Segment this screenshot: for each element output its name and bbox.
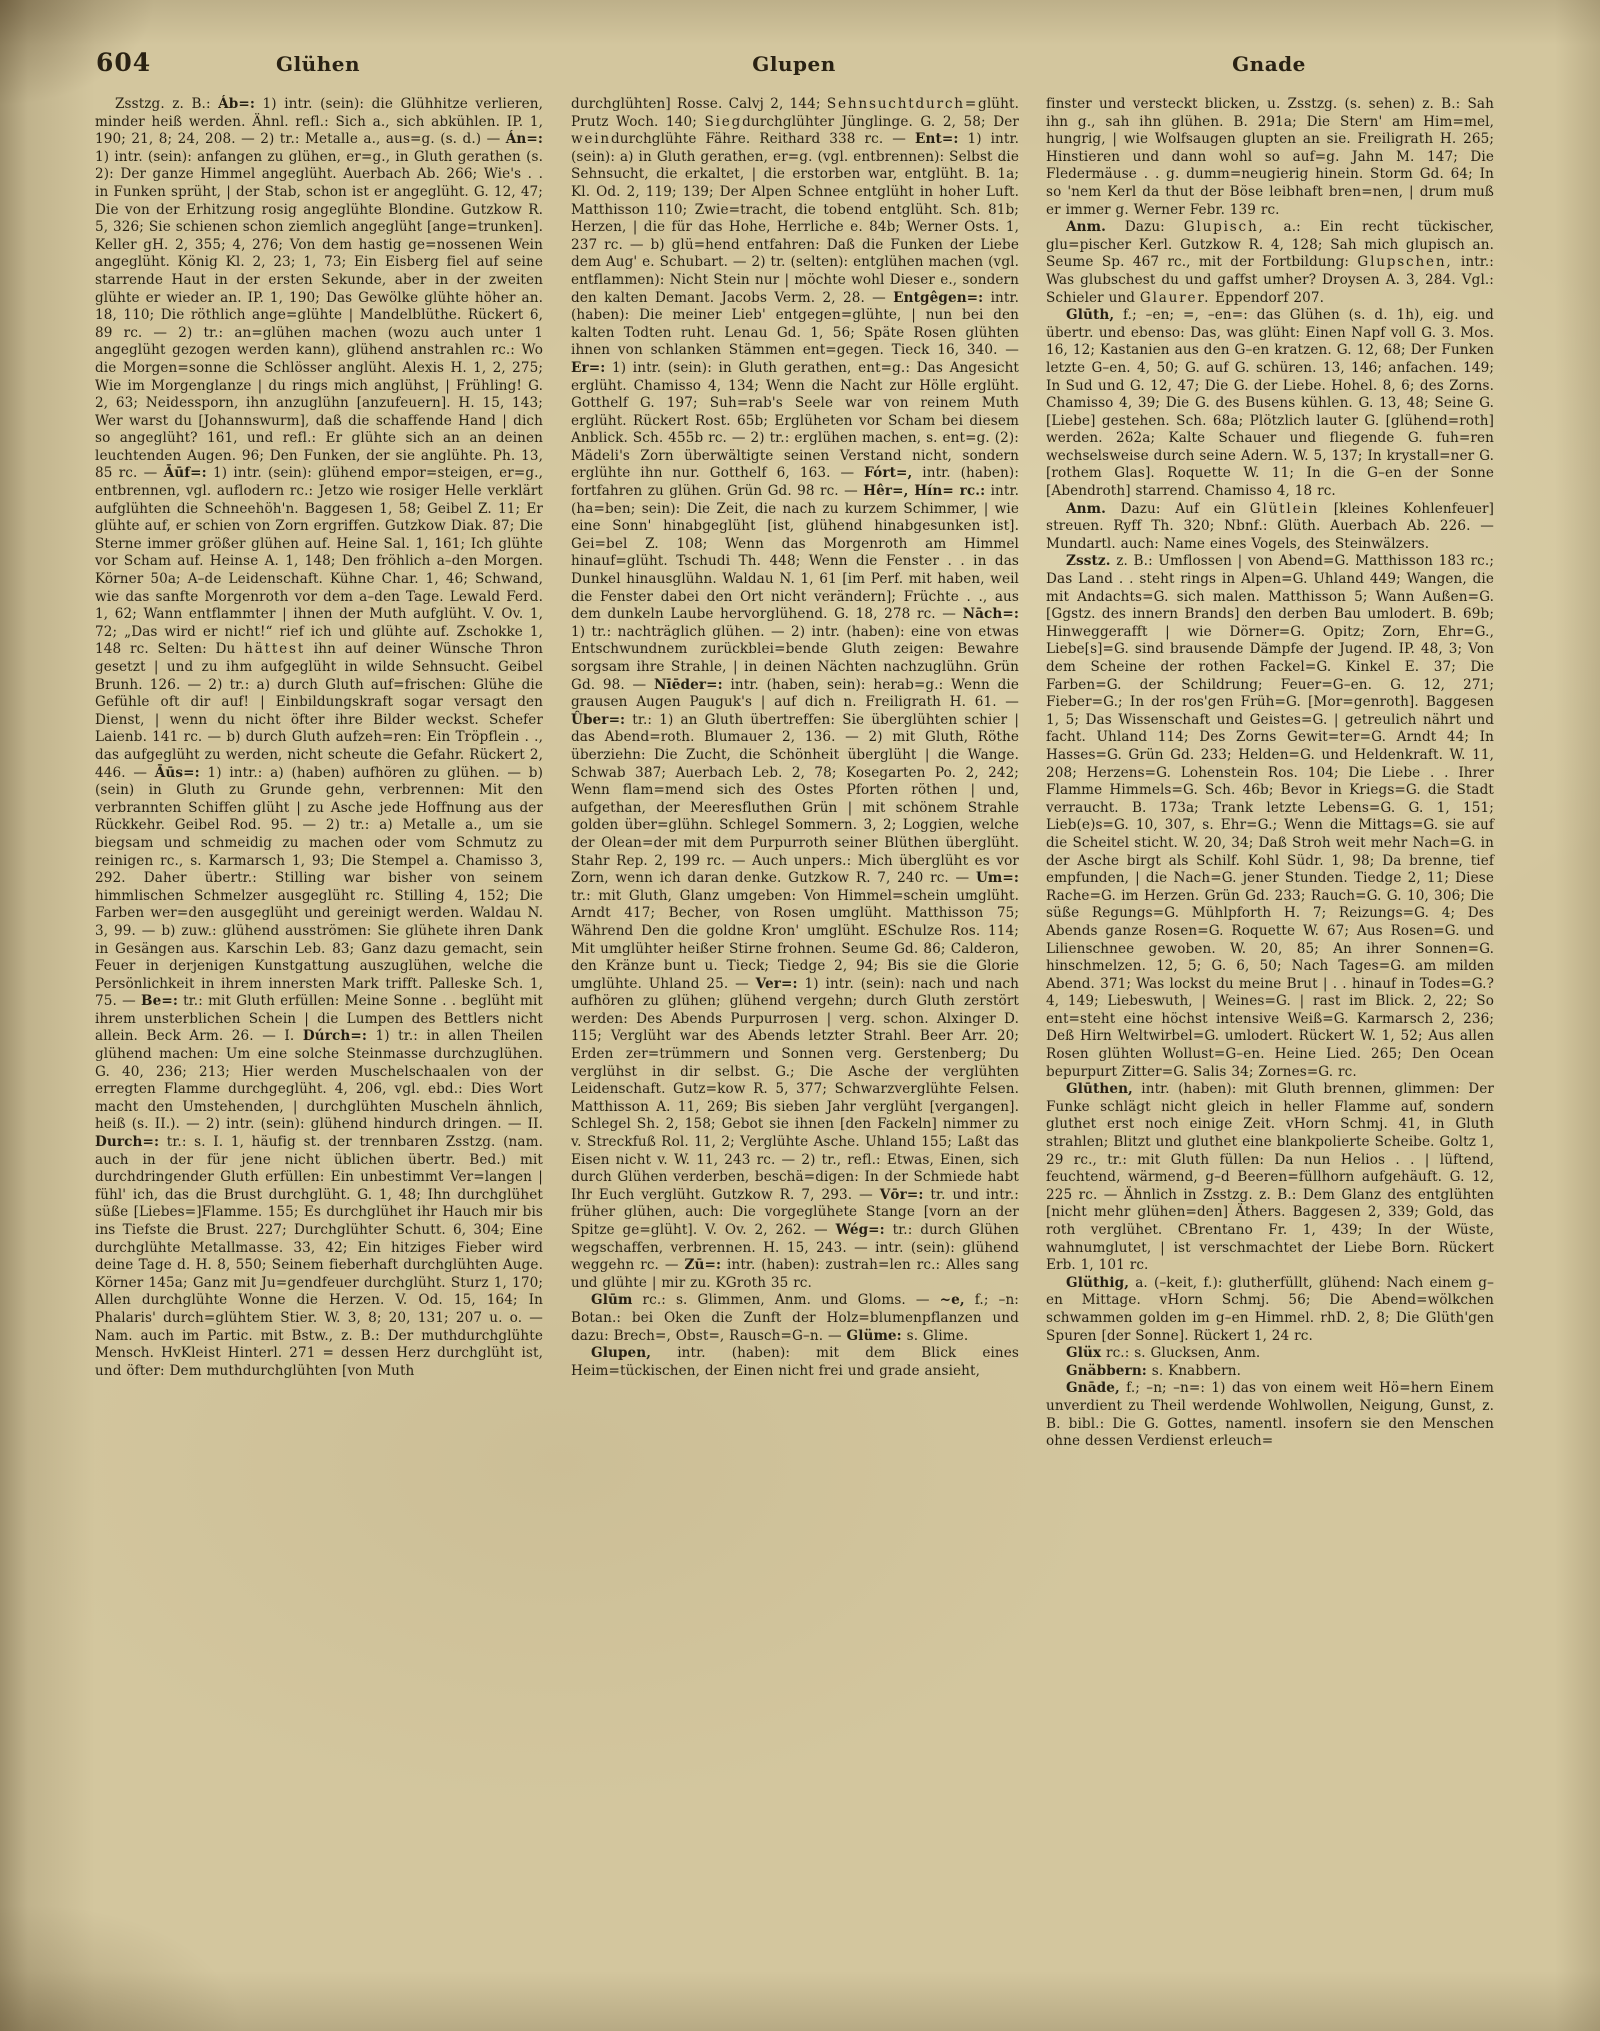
entry-headword: Gnäbbern:: [1066, 1362, 1147, 1379]
entry-text: Eppendorf 207.: [1210, 289, 1325, 306]
entry-text: intr. (ha=ben; sein): Die Zeit, die nach zu kurzem Schimmer, | wie eine Sonn' hinabgeglüht [ist, glühend hinabgesunken ist]. Gei=bel Z. 108; Wenn das Morgenroth am Himmel hinauf=glüht. Tschudi Th. 448; Wenn die Fenster . . in das Dunkel hinausglühn. Waldau N. 1, 61 [im Perf. mit haben, weil die Fenster dabei den Ort nicht verändern]; Früchte . ., aus dem dunkeln Laube hervorglühend. G. 18, 278 rc. —: [571, 483, 1020, 623]
entry-headword: Āūs=:: [154, 764, 200, 781]
entry-headword: Vōr=:: [879, 1186, 924, 1203]
text-column-3: [1046, 96, 1494, 1451]
text-column-2: [571, 96, 1019, 1380]
entry-text: 1) intr. (sein): glühend empor=steigen, er=g., entbrennen, vgl. auflodern rc.: Jetzo wie rosiger Helle verklärt aufglühten die Schneehöh'n. Baggesen 1, 58; Geibel Z. 11; Er glühte auf, er schien von Zorn ergriffen. Gutzkow Diak. 87; Die Sterne immer größer glühen auf. Heine Sal. 1, 161; Ich glühte vor Scham auf. Heinse A. 1, 148; Den fröhlich a–den Morgen. Körner 50a; A–de Leidenschaft. Kühne Char. 1, 46; Schwand, wie das sanfte Morgenroth vor dem a–den Tage. Lewald Ferd. 1, 62; Wann entflammter | ihnen der Muth aufglüht. V. Ov. 1, 72; „Das wird er nicht!“ rief ich und glühte auf. Zschokke 1, 148 rc. Selten: Du: [95, 465, 543, 658]
paragraph: [571, 96, 1019, 1292]
paragraph: [1046, 553, 1494, 1081]
entry-text: rc.: s. Glucksen, Anm.: [1101, 1345, 1261, 1362]
entry-text: intr. (haben): Die meiner Lieb' entgegen=glühte, | nun bei den kalten Todten ruht. Lenau Gd. 1, 56; Späte Rosen glühten ihnen von schlanken Stämmen ent=gegen. Tieck 16, 340. —: [571, 289, 1019, 359]
entry-text: 1) tr.: in allen Theilen glühend machen: Um eine solche Steinmasse durchzuglühen. G. 40, 236; 213; Hier werden Muschelschaalen von der erregten Flamme durchgeglüht. 4, 206, vgl. ebd.: Dies Wort macht den Umstehenden, | durchglühten Muscheln ähnlich, heiß (s. II.). — 2) intr. (sein): glühend hindurch dringen. — II.: [95, 1028, 543, 1133]
text-column-1: [95, 96, 543, 1380]
entry-headword: Nīēder=:: [653, 676, 723, 693]
running-head-center: Glupen: [752, 52, 836, 76]
entry-headword: Glūthen,: [1066, 1081, 1133, 1098]
running-head-left: Glühen: [275, 52, 361, 76]
entry-text: intr. (haben): mit Gluth brennen, glimmen: Der Funke schlägt nicht gleich in heller Flamme auf, sondern gluthet erst noch einige Zeit. vHorn Schmj. 41, in Gluth strahlen; Blitzt und gluthet eine blankpolierte Scheibe. Goltz 1, 29 rc., tr.: mit Gluth füllen: Da nun Helios . . | lüftend, feuchtend, wärmend, g–d Beeren=füllhorn aufgehäuft. G. 12, 225 rc. — Ähnlich in Zsstzg. z. B.: Dem Glanz des entglühten [nicht mehr glühen=den] Äthers. Baggesen 2, 339; Gold, das roth verglühet. CBrentano Fr. 1, 439; In der Wüste, wahnumglutet, | ist verschmachtet der Liebe Born. Rückert Erb. 1, 101 rc.: [1046, 1081, 1494, 1274]
entry-text: a. (–keit, f.): glutherfüllt, glühend: Nach einem g–en Mittage. vHorn Schmj. 56; Die Abend=wölkchen schwammen golden im g–en Himmel. rhD. 2, 8; Die Glüth'gen Spuren [der Sonne]. Rückert 1, 24 rc.: [1046, 1274, 1494, 1344]
entry-text: Glaurer.: [1139, 289, 1211, 306]
paragraph: [571, 1292, 1019, 1345]
entry-headword: Anm.: [1066, 219, 1106, 236]
entry-headword: Áb=:: [218, 96, 256, 112]
entry-text: finster und versteckt blicken, u. Zsstzg. (s. sehen) z. B.: Sah ihn g., sah ihn glühen. B. 291a; Die Stern' am Him=mel, hungrig, | wie Wolfsaugen glupten an sie. Freiligrath H. 265; Hinstieren und dann wohl so auf=g. Jahn M. 147; Die Fledermäuse . . g. dumm=neugierig hinein. Storm Gd. 64; In so 'nem Kerl da thut der Böse leibhaft bren=nen, | drum muß er immer g. Werner Febr. 139 rc.: [1046, 96, 1494, 218]
entry-text: tr.: 1) an Gluth übertreffen: Sie überglühten schier | das Abend=roth. Blumauer 2, 136. — 2) mit Gluth, Röthe überziehn: Die Zucht, die Schönheit überglüht | die Wange. Schwab 387; Auerbach Leb. 2, 78; Kosegarten Po. 2, 242; Wenn flam=mend sich des Ostes Pforten röthen | und, aufgethan, der Meeresfluthen Grün | mit schönem Strahle golden über=glühn. Schlegel Sommern. 3, 2; Loggien, welche der Olean=der mit dem Purpurroth seiner Blüthen überglüht. Stahr Rep. 2, 199 rc. — Auch unpers.: Mich überglüht es vor Zorn, wenn ich daran denke. Gutzkow R. 7, 240 rc. —: [571, 711, 1019, 887]
page-number: 604: [96, 48, 152, 77]
entry-text: intr.: Was glubschest du und gaffst umher? Droysen A. 3, 284. Vgl.: Schieler und: [1046, 254, 1494, 306]
entry-text: s. Knabbern.: [1146, 1362, 1242, 1379]
entry-text: Glupisch,: [1183, 219, 1265, 236]
paragraph: [1046, 1345, 1494, 1363]
entry-text: durchglühte Fähre. Reithard 338 rc. —: [610, 131, 915, 148]
entry-headword: Zsstz.: [1066, 553, 1111, 570]
entry-headword: Anm.: [1066, 500, 1106, 517]
paragraph: [1046, 96, 1494, 219]
entry-text: Dazu: Auf ein: [1105, 500, 1250, 517]
paragraph: [1046, 1081, 1494, 1275]
entry-text: tr.: durch Glühen wegschaffen, verbrennen. H. 15, 243. — intr. (sein): glühend weggehn rc. —: [571, 1222, 1019, 1274]
entry-text: Dazu:: [1105, 219, 1184, 236]
paragraph: [1046, 1380, 1494, 1450]
entry-headword: Fórt=,: [864, 465, 913, 482]
entry-headword: Be=:: [140, 993, 178, 1010]
entry-text: hättest: [244, 641, 306, 658]
entry-headword: Án=:: [505, 131, 543, 148]
entry-text: rc.: s. Glimmen, Anm. und Gloms. —: [632, 1292, 940, 1309]
paragraph: [1046, 219, 1494, 307]
entry-text: durchglühten] Rosse. Calvj 2, 144;: [571, 96, 827, 112]
entry-text: Zsstzg. z. B.:: [115, 96, 219, 112]
running-head-right: Gnade: [1232, 52, 1306, 76]
entry-headword: Entgêgen=:: [893, 289, 984, 306]
paragraph: [95, 96, 543, 1380]
entry-headword: Dúrch=:: [302, 1028, 367, 1045]
paragraph: [1046, 501, 1494, 554]
entry-text: tr.: mit Gluth erfüllen: Meine Sonne . . beglüht mit ihrem unsterblichen Schein | die Lumpen des Bettlers nicht allein. Beck Arm. 26. — I.: [95, 993, 543, 1045]
entry-headword: Glüthig,: [1066, 1274, 1130, 1291]
entry-headword: Ver=:: [755, 975, 798, 992]
entry-headword: ~e,: [939, 1292, 965, 1309]
entry-headword: Hêr=, Hín= rc.:: [863, 483, 986, 500]
paragraph: [1046, 1275, 1494, 1345]
entry-text: Glütlein: [1249, 500, 1320, 517]
entry-headword: Glupen,: [591, 1345, 652, 1362]
entry-headword: Zū=:: [684, 1257, 722, 1274]
entry-headword: Um=:: [975, 870, 1019, 887]
entry-text: 1) intr.: a) (haben) aufhören zu glühen. — b) (sein) in Gluth zu Grunde gehn, verbrennen: Mit den verbrannten Schiffen glüht | zu Asche jede Hoffnung aus der Rückkehr. Geibel Rod. 95. — 2) tr.: a) Metalle a., um sie biegsam und schmeidig zu machen oder vom Schmutz zu reinigen rc., s. Karmarsch 1, 93; Die Stempel a. Chamisso 3, 292. Daher übertr.: Stilling war bisher von seinem himmlischen Schmelzer ausgeglüht rc. Stilling 4, 152; Die Farben wer=den ausgeglüht und gereinigt werden. Waldau N. 3, 99. — b) zuw.: glühend ausströmen: Sie glühete ihren Dank in Gesängen aus. Karschin Leb. 83; Ganz dazu gemacht, sein Feuer in derjenigen Kunstgattung auszuglühen, welche die Persönlichkeit in ihrem innersten Mark trifft. Palleske Sch. 1, 75. —: [95, 764, 543, 1010]
paragraph: [571, 1345, 1019, 1380]
entry-headword: Wég=:: [835, 1222, 885, 1238]
entry-headword: Ent=:: [915, 131, 959, 148]
paragraph: [1046, 1363, 1494, 1381]
entry-text: intr. (haben): fortfahren zu glühen. Grün Gd. 98 rc. —: [571, 465, 1019, 500]
entry-headword: Er=:: [571, 359, 606, 376]
entry-headword: Glüme:: [846, 1327, 902, 1344]
entry-text: intr. (haben): zustrah=len rc.: Alles sang und glühte | mir zu. KGroth 35 rc.: [571, 1257, 1019, 1291]
entry-text: 1) intr. (sein): a) in Gluth gerathen, er=g. (vgl. entbrennen): Selbst die Sehnsucht, die erkaltet, | die erstorben war, entglüht. B. 1a; Kl. Od. 2, 119; 139; Der Alpen Schnee entglüht in hoher Luft. Matthisson 110; Zwie=tracht, die tobend entglüht. Sch. 81b; Herzen, | die für das Hohe, Herrliche e. 84b; Werner Osts. 1, 237 rc. — b) glü=hend entfahren: Daß die Funken der Liebe dem Aug' e. Schubart. — 2) tr. (selten): entglühen machen (vgl. entflammen): Nicht Stein nur | möchte wohl Dieser e., sondern den kalten Demant. Jacobs Verm. 2, 28. —: [571, 131, 1020, 306]
entry-text: intr. (haben): mit dem Blick eines Heim=tückischen, der Einen nicht frei und grade ansieht,: [571, 1345, 1019, 1379]
entry-headword: Nāch=:: [962, 606, 1019, 623]
entry-text: intr. (haben, sein): herab=g.: Wenn die grausen Augen Pauguk's | auf dich n. Freiligrath H. 61. —: [571, 676, 1019, 711]
entry-headword: Glüx: [1066, 1345, 1102, 1362]
entry-text: 1) tr.: nachträglich glühen. — 2) intr. (haben): eine von etwas Entschwundnem zurückblei=bende Gluth zeigen: Bewahre sorgsam ihre Strahle, | in deinen Nächten nachzuglühn. Grün Gd. 98. —: [571, 623, 1019, 693]
entry-headword: Durch=:: [95, 1134, 160, 1151]
entry-headword: Gnāde,: [1066, 1380, 1120, 1397]
entry-text: Sieg: [704, 113, 743, 130]
entry-text: tr.: s. I. 1, häufig st. der trennbaren Zsstzg. (nam. auch in der für jene nicht üblichen übertr. Bed.) mit durchdringender Gluth erfüllen: Ein unbestimmt Ver=langen | fühl' ich, das die Brust durchglüht. G. 1, 48; Ihn durchglühet süße [Liebes=]Flamme. 155; Es durchglühet ihr Hauch mir bis ins Tiefste die Brust. 227; Durchglühter Schutt. 6, 304; Eine durchglühte Metallmasse. 33, 42; Ein hitziges Fieber wird deine Tage d. H. 8, 550; Seinem fieberhaft durchglühten Auge. Körner 145a; Ganz mit Ju=gendfeuer durchglüht. Sturz 1, 170; Allen durchglühte Wonne die Herzen. V. Od. 15, 164; In Phalaris' durch=glühtem Stier. W. 3, 8; 20, 131; 207 u. o. — Nam. auch im Partic. mit Bstw., z. B.: Der muthdurchglühte Mensch. HvKleist Hinterl. 271 = dessen Herz durchglüht ist, und öfter: Dem muthdurchglühten [von Muth: [95, 1134, 543, 1379]
entry-text: a.: Ein recht tückischer, glu=pischer Kerl. Gutzkow R. 4, 128; Sah mich glupisch an. Seume Sp. 467 rc., mit der Fortbildung:: [1046, 219, 1494, 271]
entry-headword: Glūm: [591, 1292, 633, 1309]
entry-text: f.; –n: Botan.: bei Oken die Zunft der Holz=blumenpflanzen und dazu: Brech=, Obst=, Rausch=G–n. —: [571, 1292, 1019, 1344]
entry-headword: Āūf=:: [163, 465, 207, 482]
entry-text: f.; –en; =, –en=: das Glühen (s. d. 1h), eig. und übertr. und ebenso: Das, was glüht: Einen Napf voll G. 3. Mos. 16, 12; Kastanien aus den G–en kratzen. G. 12, 68; Der Funken letzte G–en. 4, 50; G. auf G. schüren. 13, 146; anfachen. 149; In Sud und G. 12, 47; Die G. der Liebe. Hohel. 8, 6; des Zorns. Chamisso 4, 39; Die G. des Busens kühlen. G. 13, 48; Seine G. [Liebe] gestehen. Sch. 68a; Plötzlich lauter G. [glühend=roth] werden. 262a; Kalte Schauer und fliegende G. fuh=ren wechselsweise durch seine Adern. W. 5, 137; In krystall=ner G. [rothem Glas]. Roquette W. 11; In die G–en der Sonne [Abendroth] starrend. Chamisso 4, 18 rc.: [1046, 307, 1494, 500]
entry-text: wein: [571, 131, 611, 148]
entry-text: 1) intr. (sein): die Glühhitze verlieren, minder heiß werden. Ähnl. refl.: Sich a., sich abkühlen. IP. 1, 190; 21, 8; 24, 208. — 2) tr.: Metalle a., aus=g. (s. d.) —: [95, 96, 543, 148]
entry-text: Sehnsuchtdurch=: [826, 96, 979, 112]
entry-text: durchglühter Jünglinge. G. 2, 58; Der: [742, 113, 1020, 130]
entry-text: Glupschen,: [1357, 254, 1453, 271]
entry-text: z. B.: Umflossen | von Abend=G. Matthisson 183 rc.; Das Land . . steht rings in Alpen=G. Uhland 449; Wangen, die mit Andachts=G. sich malen. Matthisson 5; Wann Außen=G. [Ggstz. des innern Brands] den derben Bau umlodert. B. 69b; Hinweggerafft | wie Dörner=G. Opitz; Zorn, Ehr=G., Liebe[s]=G. sind brausende Dämpfe der Jugend. IP. 48, 3; Von dem Scheine der rothen Fackel=G. Kinkel E. 37; Die Farben=G. der Schildrung; Feuer=G–en. G. 12, 271; Fieber=G.; In der ros'gen Früh=G. [Mor=genroth]. Baggesen 1, 5; Das Wissenschaft und Geistes=G. | getreulich nährt und facht. Uhland 114; Des Zorns Gewit=ter=G. Arndt 44; In Hasses=G. Grün Gd. 233; Helden=G. und Heldenkraft. W. 11, 208; Herzens=G. Lohenstein Ros. 104; Die Liebe . . Ihrer Flamme Himmels=G. Sch. 46b; Bevor in Kriegs=G. die Stadt verraucht. B. 173a; Trank letzte Lebens=G. G. 1, 151; Lieb(e)s=G. 10, 307, s. Ehr=G.; Wenn die Mittags=G. sie auf die Scheitel sticht. W. 20, 34; Daß Stroh weit mehr Nach=G. in der Asche birgt als Schilf. Kohl Südr. 1, 98; Da brenne, tief empfunden, | die Nach=G. jener Stunden. Tiedge 2, 11; Diese Rache=G. im Herzen. Grün Gd. 233; Rauch=G. G. 10, 306; Die süße Regungs=G. Mühlpforth H. 7; Reizungs=G. 4; Des Abends ganze Rosen=G. Roquette W. 67; Aus Rosen=G. und Lilienschnee gewoben. W. 20, 85; An ihrer Sonnen=G. hinschmelzen. 12, 5; G. 6, 50; Nach Tages=G. am milden Abend. 371; Was lockst du meine Brut | . . hinauf in Todes=G.? 4, 149; Liebeswuth, | Weines=G. | rast im Blick. 2, 22; So ent=steht eine höchst intensive Weiß=G. Karmarsch 2, 236; Deß Hirn Weltwirbel=G. umlodert. Rückert W. 1, 52; Aus allen Rosen glühten Wollust=G–en. Heine Lied. 265; Den Ocean bepurpurt Zitter=G. Salis 34; Zornes=G. rc.: [1046, 553, 1494, 1080]
entry-text: 1) intr. (sein): nach und nach aufhören zu glühen; glühend vergehn; durch Gluth zerstört werden: Des Abends Purpurrosen | verg. schon. Alxinger D. 115; Verglüht war des Abends letzter Strahl. Beer Arr. 20; Erden zer=trümmern und Sonnen verg. Gerstenberg; Du verglühst in dir selbst. G.; Die Asche der verglühten Leidenschaft. Gutz=kow R. 5, 377; Schwarzverglühte Felsen. Matthisson A. 11, 269; Bis sieben Jahr verglüht [vergangen]. Schlegel Sh. 2, 158; Gebot sie ihnen [den Fackeln] nimmer zu v. Streckfuß Rol. 11, 2; Verglühte Asche. Uhland 155; Laßt das Eisen nicht v. W. 11, 243 rc. — 2) tr., refl.: Etwas, Einen, sich durch Glühen verderben, beschä=digen: In der Schmiede habt Ihr Euch verglüht. Gutzkow R. 7, 293. —: [571, 975, 1019, 1203]
entry-text: tr.: mit Gluth, Glanz umgeben: Von Himmel=schein umglüht. Arndt 417; Becher, von Rosen umglüht. Matthisson 75; Während Den die goldne Kron' umglüht. ESchulze Ros. 114; Mit umglühter heißer Stirne frohnen. Seume Gd. 86; Calderon, den Kränze bunt u. Tieck; Tiedge 2, 94; Bis sie die Glorie umglühte. Uhland 25. —: [571, 887, 1019, 992]
entry-text: 1) intr. (sein): anfangen zu glühen, er=g., in Gluth gerathen (s. 2): Der ganze Himmel angeglüht. Auerbach Ab. 266; Wie's . . in Funken sprüht, | der Stab, schon ist er angeglüht. G. 12, 47; Die von der Erhitzung rosig angeglühte Blondine. Gutzkow R. 5, 326; Sie schienen schon ziemlich angeglüht [ange=trunken]. Keller gH. 2, 355; 4, 276; Von dem hastig ge=nossenen Wein angeglüht. König Kl. 2, 23; 1, 73; Ein Eisberg fiel auf seine starrende Haut in der ersten Sekunde, aber in der zweiten glühte er wieder an. IP. 1, 190; Das Gewölke glühte höher an. 18, 110; Die röthlich ange=glühte | Mandelblüthe. Rückert 6, 89 rc. — 2) tr.: an=glühen machen (wozu auch unter 1 angeglüht gezogen werden kann), glühend anstrahlen rc.: Wo die Morgen=sonne die Schlösser anglüht. Alexis H. 1, 2, 275; Wie im Morgenglanze | du rings mich anglühst, | Frühling! G. 2, 63; Neidessporn, ihn anzuglühn [anzufeuern]. H. 15, 143; Wer warst du [Johannswurm], daß die schaffende Hand | dich so angeglüht? 161, und refl.: Er glühte sich an an deinen leuchtenden Augen. 96; Den Funken, der sie anglühte. Ph. 13, 85 rc. —: [95, 148, 543, 482]
paragraph: [1046, 307, 1494, 501]
entry-text: [kleines Kohlenfeuer] streuen. Ryff Th. 320; Nbnf.: Glüth. Auerbach Ab. 226. — Mundartl. auch: Name eines Vogels, des Steinwälzers.: [1046, 500, 1494, 552]
entry-text: f.; –n; –n=: 1) das von einem weit Hö=hern Einem unverdient zu Theil werdende Wohlwollen, Neigung, Gunst, z. B. bibl.: Die G. Gottes, namentl. insofern sie den Menschen ohne dessen Verdienst erleuch=: [1046, 1380, 1494, 1450]
entry-headword: Ûber=:: [571, 711, 626, 728]
entry-headword: Glūth,: [1066, 307, 1115, 324]
entry-text: glüht. Prutz Woch. 140;: [571, 96, 1019, 130]
entry-text: 1) intr. (sein): in Gluth gerathen, ent=g.: Das Angesicht erglüht. Chamisso 4, 134; Wenn die Nacht zur Hölle erglüht. Gotthelf G. 197; Suh=rab's Seele war von reinem Muth erglüht. Rückert Rost. 65b; Erglüheten vor Scham bei diesem Anblick. Sch. 455b rc. — 2) tr.: erglühen machen, s. ent=g. (2): Mädeli's Zorn überwältigte seinen Verstand nicht, sondern erglühte ihn nur. Gotthelf 6, 163. —: [571, 359, 1019, 482]
entry-text: ihn auf deiner Wünsche Thron gesetzt | und zu ihm aufgeglüht in wilde Sehnsucht. Geibel Brunh. 126. — 2) tr.: a) durch Gluth auf=frischen: Glühe die Gefühle oft dir auf! | Einbildungskraft sogar versagt den Dienst, | wenn du nicht öfter ihre Bilder weckst. Schefer Laienb. 141 rc. — b) durch Gluth aufzeh=ren: Ein Tröpflein . ., das aufgeglüht zu werden, nicht scheute die Gefahr. Rückert 2, 446. —: [95, 641, 543, 781]
entry-text: s. Glime.: [901, 1327, 969, 1344]
entry-text: tr. und intr.: früher glühen, auch: Die vorgeglühete Stange [vorn an der Spitze ge=glüht]. V. Ov. 2, 262. —: [571, 1186, 1019, 1238]
